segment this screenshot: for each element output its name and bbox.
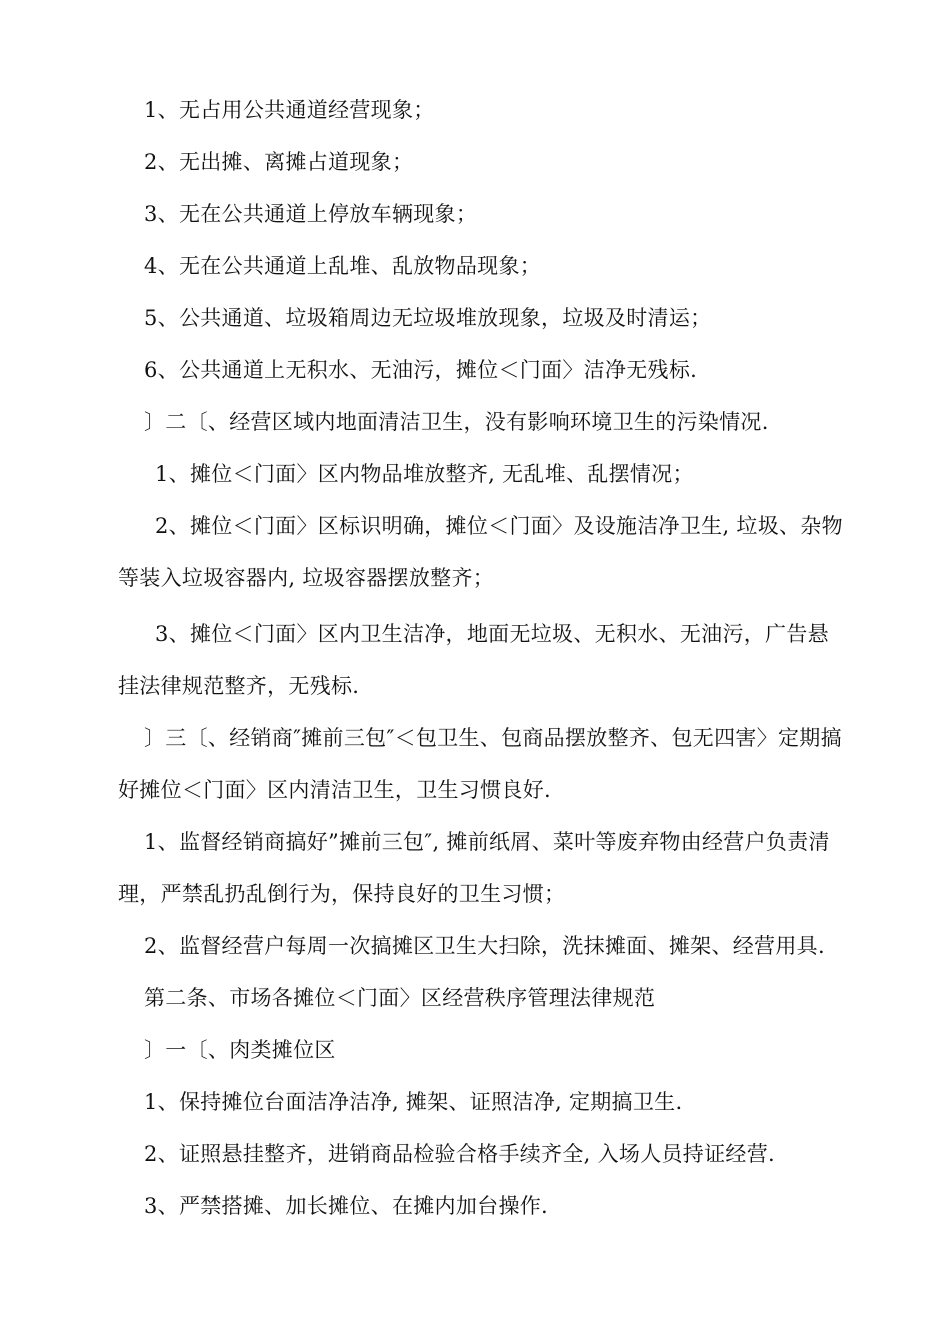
list-item: 1、无占用公共通道经营现象； — [144, 98, 435, 122]
list-item: 2、无出摊、离摊占道现象； — [144, 150, 414, 174]
list-item: 6、公共通道上无积水、无油污，摊位＜门面〉洁净无残标. — [144, 358, 698, 382]
list-item: 3、无在公共通道上停放车辆现象； — [144, 202, 478, 226]
list-item: 2、证照悬挂整齐，进销商品检验合格手续齐全, 入场人员持证经营. — [144, 1142, 775, 1166]
list-item: 2、摊位＜门面〉区标识明确，摊位＜门面〉及设施洁净卫生, 垃圾、杂物 — [155, 514, 843, 538]
list-item: 2、监督经营户每周一次搞摊区卫生大扫除，洗抹摊面、摊架、经营用具. — [144, 934, 825, 958]
list-item: 3、严禁搭摊、加长摊位、在摊内加台操作. — [144, 1194, 549, 1218]
article-heading: 第二条、市场各摊位＜门面〉区经营秩序管理法律规范 — [144, 986, 656, 1010]
section-heading: 〕一〔、肉类摊位区 — [144, 1038, 336, 1062]
list-item: 1、监督经销商搞好”摊前三包″, 摊前纸屑、菜叶等废弃物由经营户负责清 — [144, 830, 830, 854]
list-item: 1、保持摊位台面洁净洁净, 摊架、证照洁净, 定期搞卫生. — [144, 1090, 683, 1114]
list-item: 1、摊位＜门面〉区内物品堆放整齐, 无乱堆、乱摆情况； — [155, 462, 694, 486]
list-item: 3、摊位＜门面〉区内卫生洁净，地面无垃圾、无积水、无油污，广告悬 — [155, 622, 829, 646]
list-item: 5、公共通道、垃圾箱周边无垃圾堆放现象，垃圾及时清运； — [144, 306, 712, 330]
list-item: 4、无在公共通道上乱堆、乱放物品现象； — [144, 254, 542, 278]
list-item-continuation: 挂法律规范整齐，无残标. — [118, 674, 360, 698]
section-heading: 〕三〔、经销商″摊前三包″＜包卫生、包商品摆放整齐、包无四害〉定期搞 — [144, 726, 842, 750]
section-heading-continuation: 好摊位＜门面〉区内清洁卫生，卫生习惯良好. — [118, 778, 551, 802]
section-heading: 〕二〔、经营区域内地面清洁卫生，没有影响环境卫生的污染情况. — [144, 410, 769, 434]
list-item-continuation: 等装入垃圾容器内, 垃圾容器摆放整齐； — [118, 566, 495, 590]
list-item-continuation: 理，严禁乱扔乱倒行为，保持良好的卫生习惯； — [118, 882, 566, 906]
